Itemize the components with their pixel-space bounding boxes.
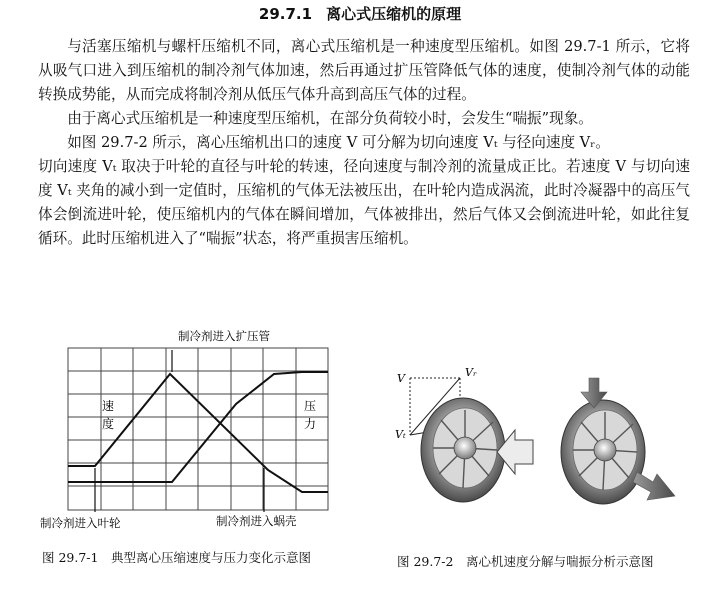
section-heading: 离心式压缩机的原理 — [326, 5, 462, 23]
outflow-arrow-icon — [633, 472, 675, 500]
label-volute-in: 制冷剂进入蜗壳 — [216, 514, 297, 528]
label-v: V — [397, 372, 405, 385]
impeller-right — [561, 400, 645, 504]
section-title — [0, 3, 720, 24]
figure-speed-pressure-diagram — [40, 320, 350, 550]
section-number: 29.7.1 — [258, 5, 313, 23]
paragraph-4: 切向速度 Vₜ 取决于叶轮的直径与叶轮的转速，径向速度与制冷剂的流量成正比。若速度 V 与切向速度 Vₜ 夹角的减小到一定值时，压缩机的气体无法被压出，在叶轮内造成涡流，此时冷凝器中的高压气体会倒流进叶轮，使压缩机内的气体在瞬间增加，气体被排出，然后气体又会倒流进叶轮，如此往复循环。此时压缩机进入了“喘振”状态，将严重损害压缩机。 — [38, 158, 690, 247]
figure2-caption: 图 29.7-2 离心机速度分解与喘振分析示意图 — [397, 554, 654, 569]
body-text — [38, 35, 690, 251]
label-pressure-1: 压 — [304, 399, 317, 413]
label-vt: Vₜ — [395, 428, 406, 441]
label-speed-1: 速 — [102, 399, 115, 413]
paragraph-3: 如图 29.7-2 所示，离心压缩机出口的速度 V 可分解为切向速度 Vₜ 与径向速度 Vᵣ。 — [67, 134, 610, 151]
figure-velocity-surge-diagram — [385, 350, 705, 510]
paragraph-1: 与活塞压缩机与螺杆压缩机不同，离心式压缩机是一种速度型压缩机。如图 29.7-1 所示，它将从吸气口进入到压缩机的制冷剂气体加速，然后再通过扩压管降低气体的速度，使制冷剂气体的动能转换成势能，从而完成将制冷剂从低压气体升高到高压气体的过程。 — [38, 38, 690, 103]
label-diffuser: 制冷剂进入扩压管 — [178, 329, 270, 343]
label-pressure-2: 力 — [304, 417, 317, 431]
label-vr: Vᵣ — [465, 366, 477, 379]
impeller-left — [421, 398, 505, 502]
label-impeller-in: 制冷剂进入叶轮 — [40, 516, 121, 530]
label-speed-2: 度 — [102, 417, 115, 431]
paragraph-2: 由于离心式压缩机是一种速度型压缩机，在部分负荷较小时，会发生“喘振”现象。 — [67, 110, 593, 127]
figure1-caption: 图 29.7-1 典型离心压缩速度与压力变化示意图 — [42, 550, 311, 565]
